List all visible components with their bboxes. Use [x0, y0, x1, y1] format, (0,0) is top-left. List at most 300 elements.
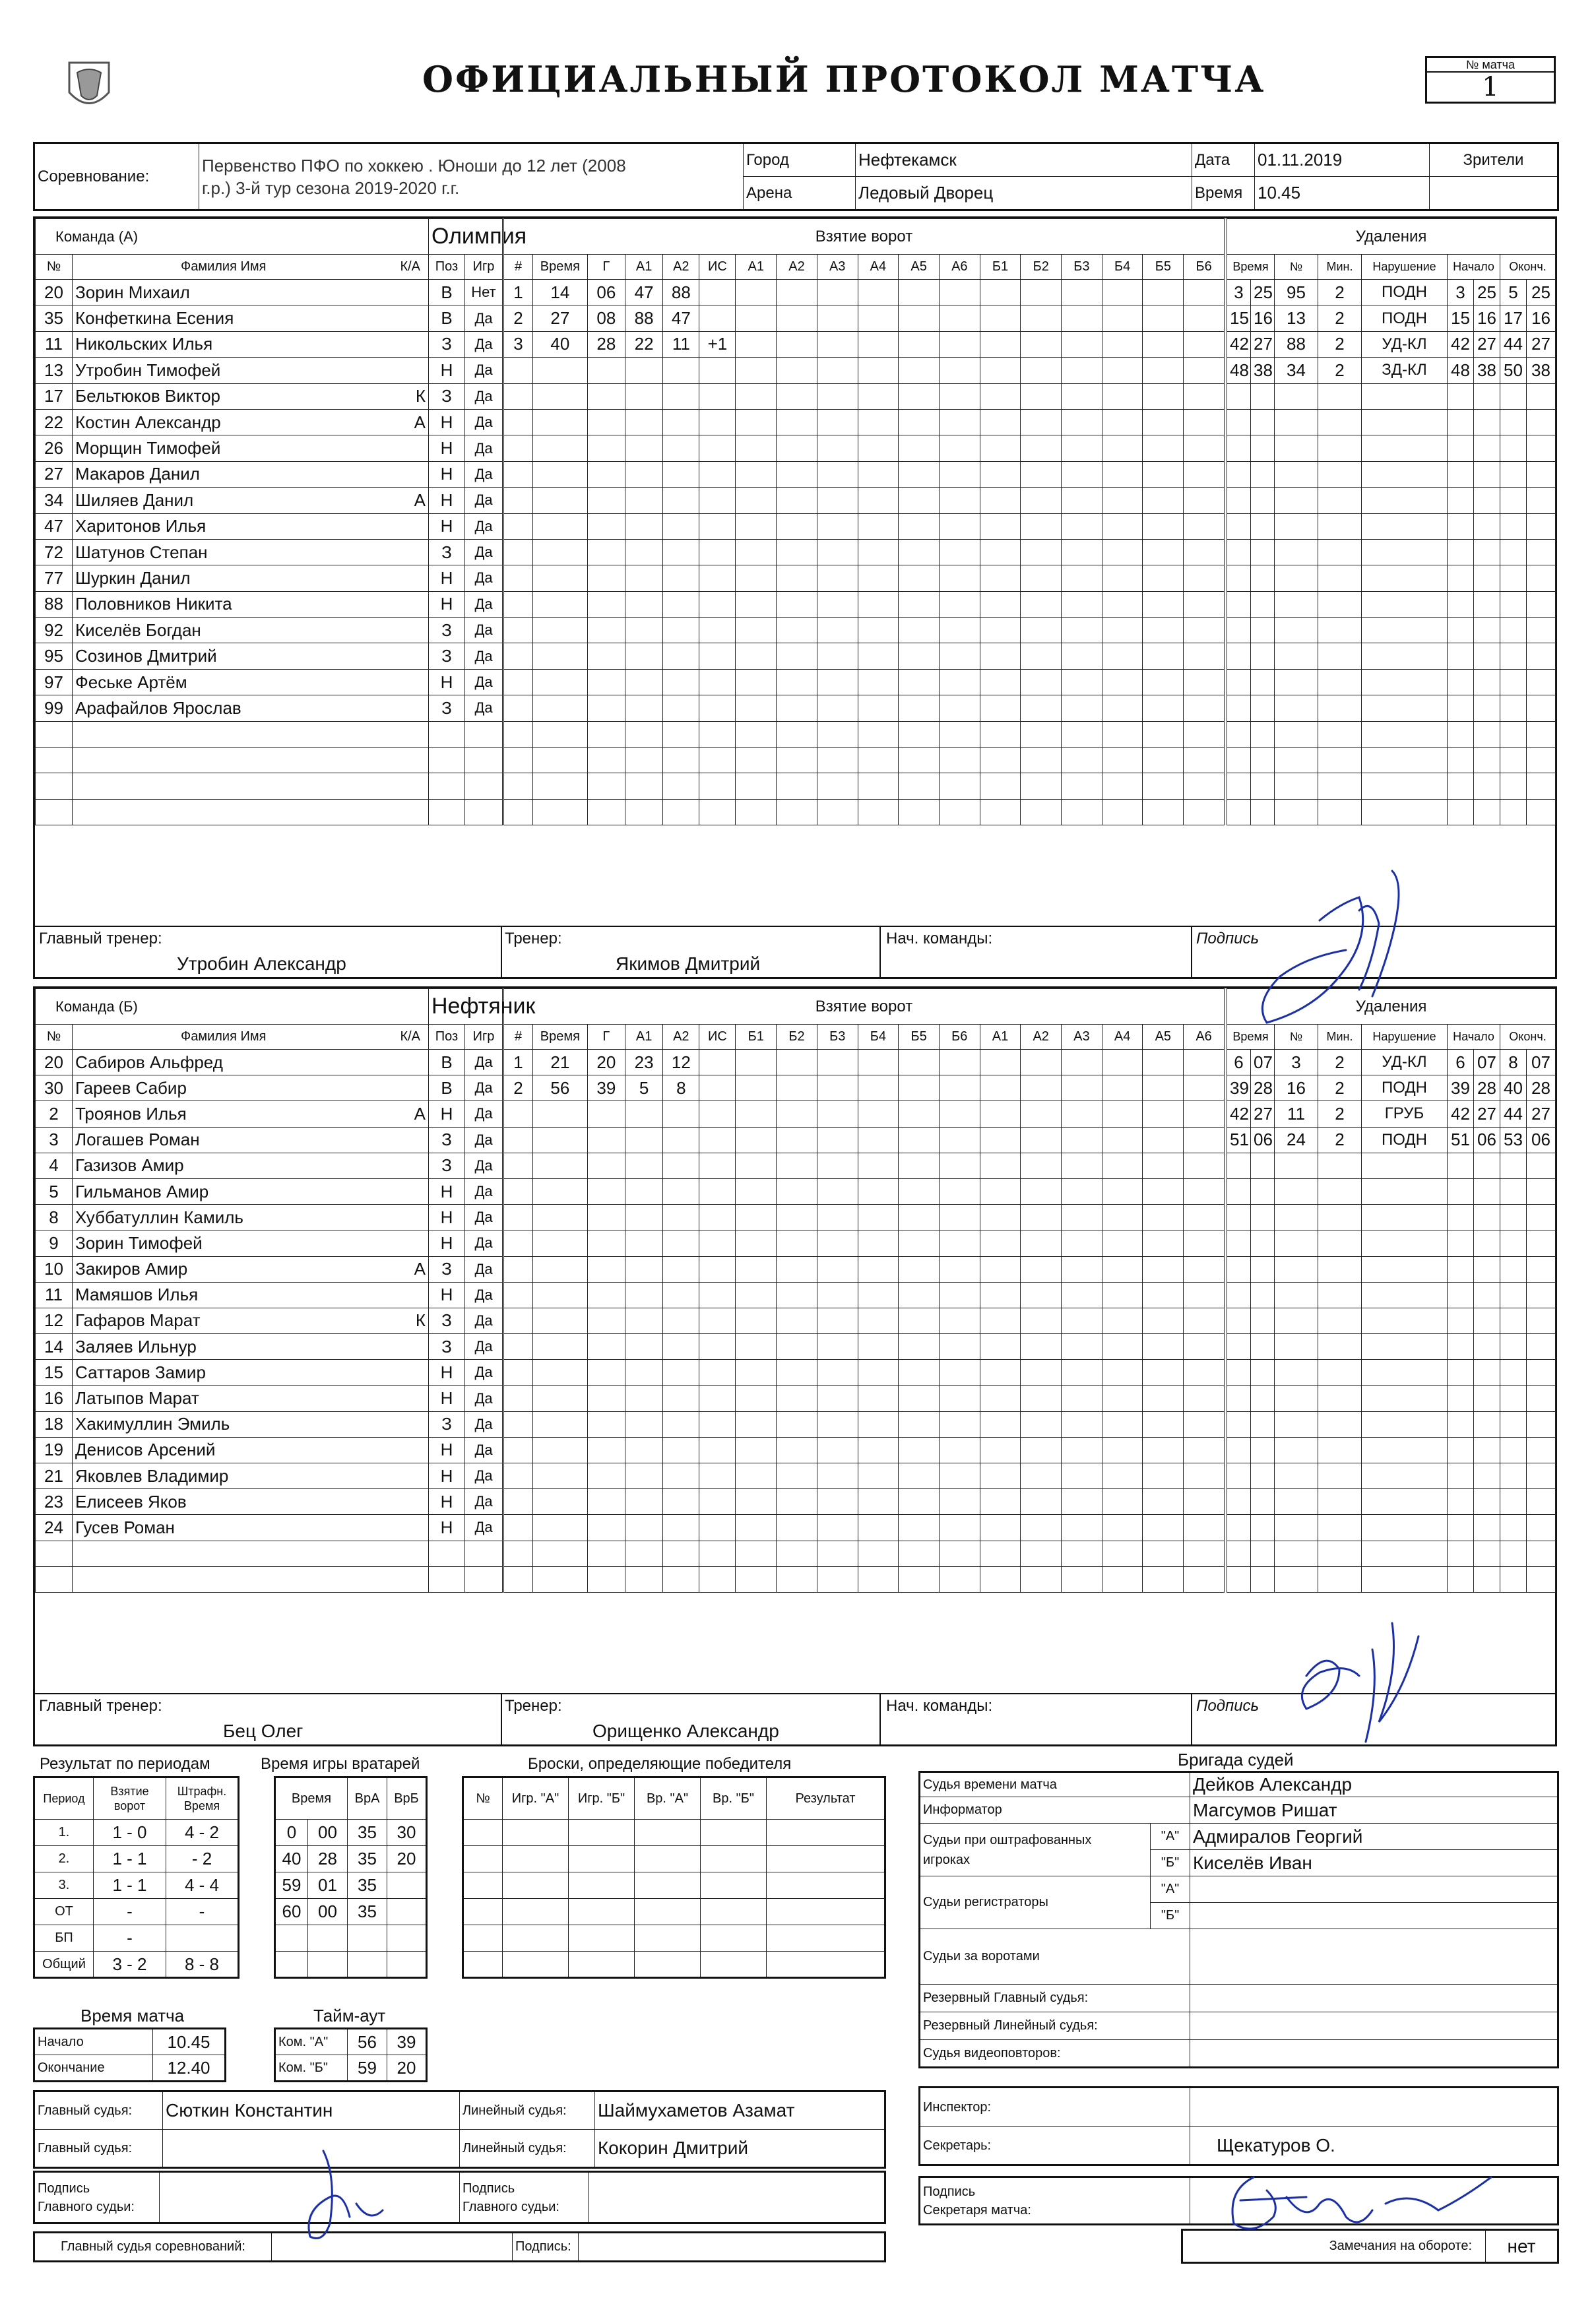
- empty-cell: [625, 748, 662, 773]
- secretary-signature: [1201, 2151, 1531, 2256]
- player-cell: Н: [429, 1230, 465, 1256]
- shootout-header-1: Игр. "А": [503, 1777, 569, 1820]
- remarks-label: Замечания на обороте:: [1182, 2230, 1486, 2263]
- empty-cell: [980, 1437, 1021, 1463]
- empty-cell: [1184, 1437, 1225, 1463]
- player-name: Яковлев Владимир: [75, 1465, 229, 1486]
- player-header-1: [73, 255, 429, 280]
- player-cell: [73, 565, 429, 591]
- team-a-goals-table: [503, 218, 1225, 825]
- player-cell: Да: [465, 1178, 503, 1204]
- empty-cell: [1102, 773, 1143, 799]
- player-name: Елисеев Яков: [75, 1491, 187, 1512]
- empty-cell: [1318, 1386, 1362, 1411]
- player-cell: Да: [465, 669, 503, 695]
- empty-cell: [736, 1205, 777, 1230]
- player-cell: Н: [429, 1282, 465, 1308]
- empty-cell: [663, 721, 699, 747]
- empty-cell: [699, 383, 736, 409]
- empty-cell: [429, 748, 465, 773]
- empty-cell: [1500, 1515, 1527, 1541]
- empty-cell: [625, 721, 662, 747]
- goal-header-0: #: [504, 1025, 533, 1050]
- empty-cell: [663, 409, 699, 435]
- player-cell: Да: [465, 618, 503, 643]
- empty-cell: [504, 1230, 533, 1256]
- match-time-table: [33, 2027, 226, 2082]
- empty-cell: [1021, 1489, 1062, 1515]
- goalie-header-10: Б5: [1143, 255, 1184, 280]
- empty-cell: [1362, 721, 1448, 747]
- player-cell: Да: [465, 1360, 503, 1386]
- empty-cell: [1275, 1308, 1318, 1333]
- empty-cell: [1362, 1334, 1448, 1360]
- empty-cell: [1362, 539, 1448, 565]
- empty-cell: [1527, 618, 1556, 643]
- empty-cell: [587, 643, 625, 669]
- penalty-cell: 28: [1527, 1075, 1556, 1101]
- empty-cell: [1527, 1437, 1556, 1463]
- empty-cell: [899, 1334, 940, 1360]
- empty-cell: [1021, 799, 1062, 825]
- empty-cell: [663, 461, 699, 487]
- empty-cell: [1318, 435, 1362, 461]
- empty-cell: [663, 1541, 699, 1566]
- empty-cell: [899, 591, 940, 617]
- player-name: Сабиров Альфред: [75, 1052, 223, 1072]
- empty-cell: [625, 1566, 662, 1592]
- goal-cell: [1184, 1075, 1225, 1101]
- goal-header-3: А1: [625, 255, 662, 280]
- empty-cell: [1362, 1230, 1448, 1256]
- goal-cell: 08: [587, 305, 625, 331]
- empty-cell: [1102, 1489, 1143, 1515]
- player-cell: Да: [465, 1489, 503, 1515]
- penalty-cell: 8: [1500, 1050, 1527, 1075]
- empty-cell: [1448, 1256, 1474, 1282]
- empty-cell: [587, 1101, 625, 1127]
- penalty-cell: 07: [1474, 1050, 1500, 1075]
- team-a-coach-signature: [1240, 858, 1438, 1049]
- empty-cell: [587, 1566, 625, 1592]
- player-cell: [73, 461, 429, 487]
- period-cell: БП: [34, 1925, 94, 1952]
- player-cell: [73, 591, 429, 617]
- empty-cell: [587, 565, 625, 591]
- empty-cell: [503, 1925, 569, 1952]
- penalty-header-4: Начало: [1448, 1025, 1500, 1050]
- player-cell: Да: [465, 1101, 503, 1127]
- empty-cell: [736, 1566, 777, 1592]
- goal-cell: 14: [533, 280, 588, 305]
- player-name: Шатунов Степан: [75, 542, 208, 562]
- goal-cell: [939, 331, 980, 357]
- penalty-cell: 53: [1500, 1127, 1527, 1153]
- empty-cell: [1251, 748, 1275, 773]
- player-cell: [73, 643, 429, 669]
- empty-cell: [1062, 1386, 1102, 1411]
- goal-cell: 3: [504, 331, 533, 357]
- empty-cell: [736, 435, 777, 461]
- empty-cell: [36, 1566, 73, 1592]
- player-cell: Да: [465, 539, 503, 565]
- empty-cell: [777, 773, 817, 799]
- player-name: Киселёв Богдан: [75, 620, 201, 640]
- empty-cell: [817, 748, 858, 773]
- empty-cell: [980, 1101, 1021, 1127]
- goal-cell: [699, 1050, 736, 1075]
- player-cell: Да: [465, 695, 503, 721]
- empty-cell: [504, 773, 533, 799]
- empty-cell: [1362, 1282, 1448, 1308]
- empty-cell: [533, 409, 588, 435]
- empty-cell: [1021, 1334, 1062, 1360]
- penalty-cell: 2: [1318, 1127, 1362, 1153]
- empty-cell: [736, 1230, 777, 1256]
- empty-cell: [777, 721, 817, 747]
- empty-cell: [587, 1386, 625, 1411]
- team-a-players-table: [35, 218, 527, 825]
- empty-cell: [1227, 773, 1251, 799]
- empty-cell: [587, 721, 625, 747]
- empty-cell: [533, 618, 588, 643]
- empty-cell: [1362, 435, 1448, 461]
- empty-cell: [1021, 435, 1062, 461]
- player-cell: 23: [36, 1489, 73, 1515]
- player-cell: [73, 305, 429, 331]
- empty-cell: [625, 669, 662, 695]
- empty-cell: [899, 669, 940, 695]
- goalie-time-cell: [348, 1952, 387, 1978]
- goal-cell: [899, 1050, 940, 1075]
- goalie-time-table: [274, 1776, 428, 1979]
- empty-cell: [1448, 539, 1474, 565]
- empty-cell: [980, 1308, 1021, 1333]
- goalie-header-0: Б1: [736, 1025, 777, 1050]
- empty-cell: [1527, 773, 1556, 799]
- empty-cell: [699, 1127, 736, 1153]
- player-cell: Н: [429, 1360, 465, 1386]
- goal-cell: [1102, 1050, 1143, 1075]
- shootout-header-2: Игр. "Б": [569, 1777, 635, 1820]
- goalie-time-cell: [348, 1925, 387, 1952]
- empty-cell: [1251, 1256, 1275, 1282]
- timeout-a-min: 56: [348, 2029, 387, 2055]
- empty-cell: [858, 799, 899, 825]
- team-a-signature-label: Подпись: [1196, 930, 1260, 947]
- empty-cell: [699, 409, 736, 435]
- empty-cell: [1474, 1411, 1500, 1437]
- empty-cell: [1500, 435, 1527, 461]
- empty-cell: [1062, 488, 1102, 513]
- empty-cell: [817, 539, 858, 565]
- player-cell: 22: [36, 409, 73, 435]
- penalty-cell: 6: [1227, 1050, 1251, 1075]
- empty-cell: [701, 1872, 767, 1899]
- empty-cell: [1362, 409, 1448, 435]
- empty-cell: [1021, 1566, 1062, 1592]
- player-cell: Да: [465, 409, 503, 435]
- empty-cell: [777, 1437, 817, 1463]
- empty-cell: [1143, 488, 1184, 513]
- empty-cell: [1143, 1437, 1184, 1463]
- empty-cell: [1251, 773, 1275, 799]
- empty-cell: [1143, 748, 1184, 773]
- empty-cell: [587, 461, 625, 487]
- goalie-header-9: А4: [1102, 1025, 1143, 1050]
- empty-cell: [736, 1437, 777, 1463]
- penalty-cell: 42: [1448, 331, 1474, 357]
- player-cell: 14: [36, 1334, 73, 1360]
- empty-cell: [625, 1308, 662, 1333]
- empty-cell: [1527, 539, 1556, 565]
- player-header-0: №: [36, 255, 73, 280]
- player-role: А: [414, 412, 426, 432]
- player-name: Шуркин Данил: [75, 567, 191, 588]
- empty-cell: [1448, 773, 1474, 799]
- empty-cell: [777, 513, 817, 539]
- empty-cell: [625, 409, 662, 435]
- empty-cell: [817, 1205, 858, 1230]
- goalie-header-9: Б4: [1102, 255, 1143, 280]
- empty-cell: [587, 1282, 625, 1308]
- goalie-header-3: А4: [858, 255, 899, 280]
- empty-cell: [1318, 618, 1362, 643]
- empty-cell: [858, 748, 899, 773]
- empty-cell: [939, 1386, 980, 1411]
- empty-cell: [504, 565, 533, 591]
- empty-cell: [635, 1899, 701, 1925]
- empty-cell: [625, 695, 662, 721]
- timeout-table: [274, 2027, 428, 2082]
- empty-cell: [663, 513, 699, 539]
- empty-cell: [1448, 383, 1474, 409]
- empty-cell: [736, 1411, 777, 1437]
- empty-cell: [1474, 1230, 1500, 1256]
- empty-cell: [1448, 591, 1474, 617]
- empty-cell: [1275, 1411, 1318, 1437]
- empty-cell: [1062, 1230, 1102, 1256]
- goalie-time-cell: 00: [308, 1899, 348, 1925]
- empty-cell: [817, 695, 858, 721]
- empty-cell: [1143, 461, 1184, 487]
- empty-cell: [1318, 383, 1362, 409]
- empty-cell: [1102, 799, 1143, 825]
- empty-cell: [1021, 1101, 1062, 1127]
- goalie-time-cell: 35: [348, 1820, 387, 1846]
- referee-signatures-table: [33, 2171, 886, 2224]
- empty-cell: [504, 1178, 533, 1204]
- inspector-label: Инспектор:: [920, 2088, 1190, 2127]
- empty-cell: [1275, 435, 1318, 461]
- empty-cell: [1448, 488, 1474, 513]
- empty-cell: [899, 695, 940, 721]
- empty-cell: [1527, 1463, 1556, 1489]
- empty-cell: [504, 1205, 533, 1230]
- penalty-header-1: №: [1275, 255, 1318, 280]
- document-title: ОФИЦИАЛЬНЫЙ ПРОТОКОЛ МАТЧА: [422, 58, 1266, 100]
- empty-cell: [980, 1411, 1021, 1437]
- player-cell: [73, 1050, 429, 1075]
- shootout-table: [462, 1776, 886, 1979]
- player-cell: Да: [465, 1127, 503, 1153]
- empty-cell: [504, 1334, 533, 1360]
- empty-cell: [980, 409, 1021, 435]
- player-cell: Да: [465, 461, 503, 487]
- penalty-cell: 44: [1500, 331, 1527, 357]
- empty-cell: [1500, 1541, 1527, 1566]
- empty-cell: [699, 695, 736, 721]
- empty-cell: [1251, 721, 1275, 747]
- player-cell: 10: [36, 1256, 73, 1282]
- empty-cell: [1362, 1489, 1448, 1515]
- goalie-time-header-0: Время: [275, 1777, 348, 1820]
- player-cell: [73, 1308, 429, 1333]
- empty-cell: [1184, 1230, 1225, 1256]
- empty-cell: [663, 618, 699, 643]
- period-cell: -: [94, 1899, 166, 1925]
- empty-cell: [899, 1205, 940, 1230]
- empty-cell: [504, 1463, 533, 1489]
- empty-cell: [1474, 1308, 1500, 1333]
- penalty-cell: 88: [1275, 331, 1318, 357]
- empty-cell: [1227, 669, 1251, 695]
- empty-cell: [1251, 1334, 1275, 1360]
- player-header-role: К/А: [400, 259, 421, 274]
- penalty-cell: 42: [1227, 1101, 1251, 1127]
- penalty-cell: 27: [1474, 1101, 1500, 1127]
- empty-cell: [463, 1925, 503, 1952]
- empty-cell: [1227, 1256, 1251, 1282]
- empty-cell: [1021, 461, 1062, 487]
- empty-cell: [625, 643, 662, 669]
- match-number-box: [1425, 56, 1556, 104]
- empty-cell: [817, 488, 858, 513]
- empty-cell: [1318, 1541, 1362, 1566]
- empty-cell: [625, 461, 662, 487]
- empty-cell: [663, 1360, 699, 1386]
- empty-cell: [587, 1515, 625, 1541]
- goal-cell: [980, 331, 1021, 357]
- goalie-time-cell: [387, 1925, 427, 1952]
- player-cell: Да: [465, 1463, 503, 1489]
- penalty-cell: 25: [1251, 280, 1275, 305]
- empty-cell: [699, 721, 736, 747]
- empty-cell: [899, 1256, 940, 1282]
- player-cell: З: [429, 1127, 465, 1153]
- penalty-cell: 44: [1500, 1101, 1527, 1127]
- empty-cell: [980, 1541, 1021, 1566]
- goal-cell: 1: [504, 280, 533, 305]
- empty-cell: [1227, 748, 1251, 773]
- empty-cell: [699, 1437, 736, 1463]
- empty-cell: [1527, 1566, 1556, 1592]
- empty-cell: [1143, 1153, 1184, 1178]
- empty-cell: [504, 1282, 533, 1308]
- empty-cell: [1251, 461, 1275, 487]
- empty-cell: [1448, 1205, 1474, 1230]
- empty-cell: [1474, 409, 1500, 435]
- empty-cell: [1021, 669, 1062, 695]
- empty-cell: [1318, 488, 1362, 513]
- empty-cell: [939, 383, 980, 409]
- empty-cell: [858, 1153, 899, 1178]
- player-cell: 9: [36, 1230, 73, 1256]
- empty-cell: [1474, 799, 1500, 825]
- penalty-cell: 38: [1527, 358, 1556, 383]
- empty-cell: [1275, 1566, 1318, 1592]
- goalie-time-cell: 35: [348, 1872, 387, 1899]
- player-cell: 16: [36, 1386, 73, 1411]
- city-label: Город: [744, 143, 856, 177]
- player-cell: Да: [465, 1205, 503, 1230]
- empty-cell: [1251, 513, 1275, 539]
- player-cell: Да: [465, 383, 503, 409]
- empty-cell: [1275, 1256, 1318, 1282]
- empty-cell: [503, 1846, 569, 1872]
- empty-cell: [625, 1178, 662, 1204]
- player-role: К: [415, 386, 426, 406]
- empty-cell: [1184, 1566, 1225, 1592]
- empty-cell: [736, 1178, 777, 1204]
- empty-cell: [1500, 799, 1527, 825]
- empty-cell: [1021, 383, 1062, 409]
- empty-cell: [777, 1101, 817, 1127]
- empty-cell: [1318, 1282, 1362, 1308]
- empty-cell: [1102, 1541, 1143, 1566]
- empty-cell: [1184, 618, 1225, 643]
- empty-cell: [980, 1566, 1021, 1592]
- empty-cell: [858, 1205, 899, 1230]
- empty-cell: [939, 409, 980, 435]
- empty-cell: [736, 383, 777, 409]
- empty-cell: [1251, 799, 1275, 825]
- empty-cell: [736, 1360, 777, 1386]
- empty-cell: [1251, 1360, 1275, 1386]
- empty-cell: [1448, 695, 1474, 721]
- goal-cell: [858, 1050, 899, 1075]
- empty-cell: [777, 565, 817, 591]
- player-cell: [73, 435, 429, 461]
- empty-cell: [1102, 1101, 1143, 1127]
- empty-cell: [1184, 435, 1225, 461]
- period-cell: - 2: [166, 1846, 239, 1872]
- empty-cell: [1102, 383, 1143, 409]
- goal-cell: [858, 1075, 899, 1101]
- player-cell: Да: [465, 435, 503, 461]
- player-cell: 92: [36, 618, 73, 643]
- goal-cell: 12: [663, 1050, 699, 1075]
- empty-cell: [699, 1360, 736, 1386]
- penalty-cell: 39: [1448, 1075, 1474, 1101]
- player-cell: Н: [429, 1386, 465, 1411]
- empty-cell: [504, 1308, 533, 1333]
- empty-cell: [533, 1101, 588, 1127]
- goal-cell: [980, 1075, 1021, 1101]
- empty-cell: [1184, 669, 1225, 695]
- empty-cell: [1448, 1411, 1474, 1437]
- empty-cell: [625, 1101, 662, 1127]
- goal-header-1: Время: [533, 1025, 588, 1050]
- empty-cell: [1251, 669, 1275, 695]
- team-b-name: Нефтяник: [429, 989, 503, 1025]
- empty-cell: [504, 1566, 533, 1592]
- player-cell: [73, 1075, 429, 1101]
- team-b-coach-label: Тренер:: [505, 1697, 562, 1715]
- empty-cell: [1448, 1386, 1474, 1411]
- player-role: А: [414, 1259, 426, 1279]
- goalie-header-1: Б2: [777, 1025, 817, 1050]
